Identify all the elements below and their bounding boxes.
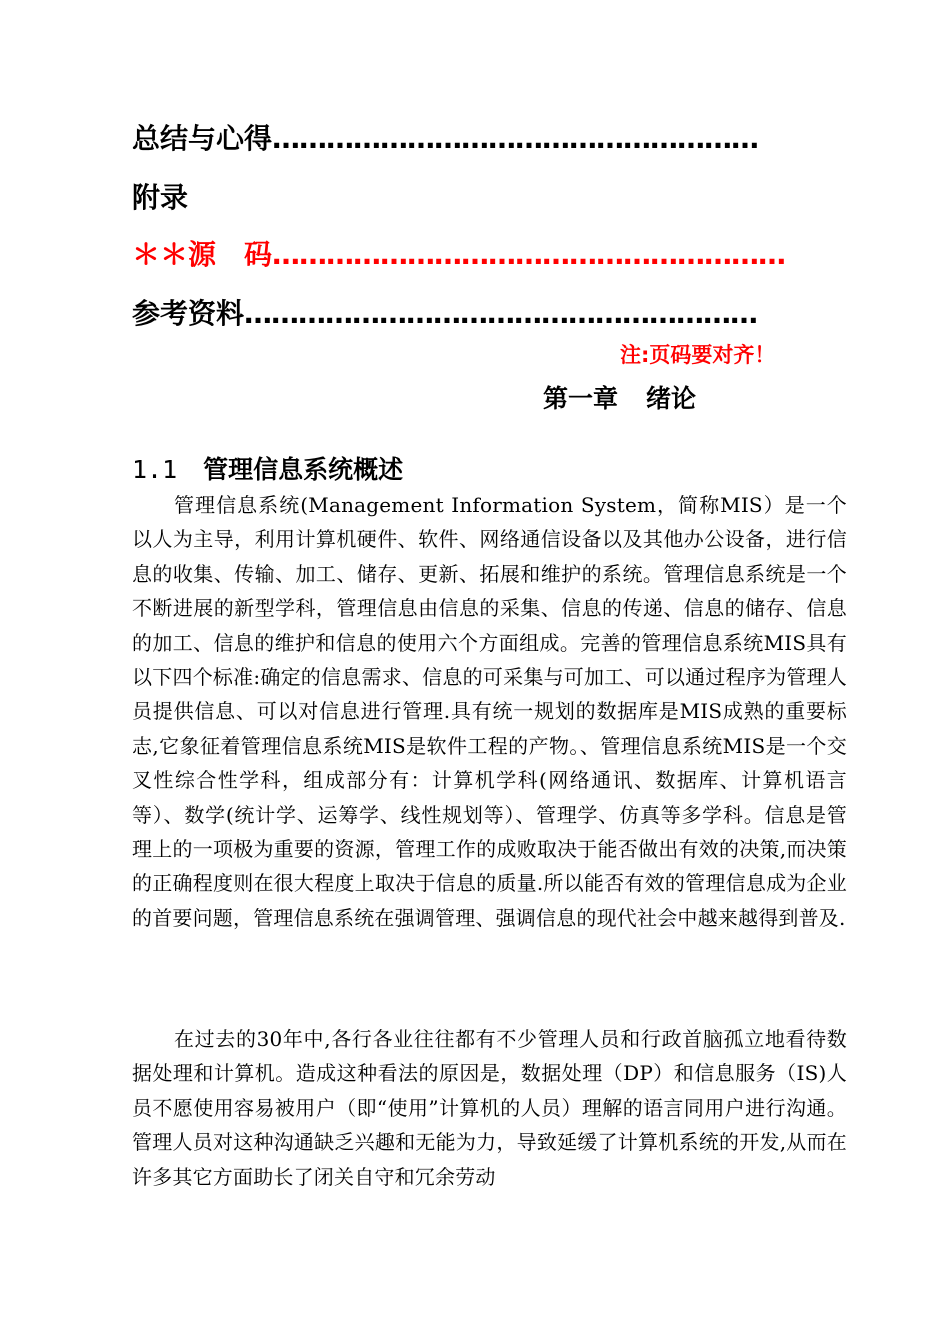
toc-entry-summary <box>132 121 758 157</box>
toc-leader: ……………………………………………… <box>272 122 759 155</box>
toc-entry-appendix <box>132 180 188 216</box>
section-heading <box>132 454 403 486</box>
page-number-note: 注:页码要对齐！ <box>620 343 776 367</box>
section-number: 1.1 <box>132 455 178 484</box>
section-title: 管理信息系统概述 <box>203 455 404 484</box>
toc-entry-references <box>132 296 757 332</box>
toc-references-label: 参考资料 <box>132 297 245 330</box>
toc-entry-source-code <box>132 237 785 273</box>
chapter-number: 第一章 <box>543 384 619 413</box>
toc-summary-label: 总结与心得 <box>132 122 273 155</box>
body-paragraph: 管理信息系统(Management Information System，简称MIS）是一个以人为主导，利用计算机硬件、软件、网络通信设备以及其他办公设备，进行信息的收集、传输、加工、储存、更新、拓展和维护的系统。管理信息系统是一个不断进展的新型学科，管理信息由信息的采集、信息的传递、信息的储存、信息的加工、信息的维护和信息的使用六个方面组成。完善的管理信息系统MIS具有以下四个标准:确定的信息需求、信息的可采集与可加工、可以通过程序为管理人员提供信息、可以对信息进行管理.具有统一规划的数据库是MIS成熟的重要标志,它象征着管理信息系统MIS是软件工程的产物。、管理信息系统MIS是一个交叉性综合性学科，组成部分有：计算机学科(网络通讯、数据库、计算机语言等）、数学(统计学、运筹学、线性规划等）、管理学、仿真等多学科。信息是管理上的一项极为重要的资源，管理工作的成败取决于能否做出有效的决策,而决策的正确程度则在很大程度上取决于信息的质量.所以能否有效的管理信息成为企业的首要问题，管理信息系统在强调管理、强调信息的现代社会中越来越得到普及. <box>132 493 847 930</box>
toc-leader: ………………………………………………… <box>244 297 758 330</box>
chapter-title: 绪论 <box>646 384 697 413</box>
chapter-heading <box>543 383 696 415</box>
toc-leader: ………………………………………………… <box>272 238 786 271</box>
body-paragraph: 在过去的30年中,各行各业往往都有不少管理人员和行政首脑孤立地看待数据处理和计算机。造成这种看法的原因是，数据处理（DP）和信息服务（IS)人员不愿使用容易被用户（即“使用”计算机的人员）理解的语言同用户进行沟通。管理人员对这种沟通缺乏兴趣和无能为力，导致延缓了计算机系统的开发,从而在许多其它方面助长了闭关自守和冗余劳动 <box>132 1027 847 1189</box>
toc-appendix-label: 附录 <box>132 181 189 214</box>
toc-source-code-label: ＊＊源 码 <box>132 238 273 271</box>
